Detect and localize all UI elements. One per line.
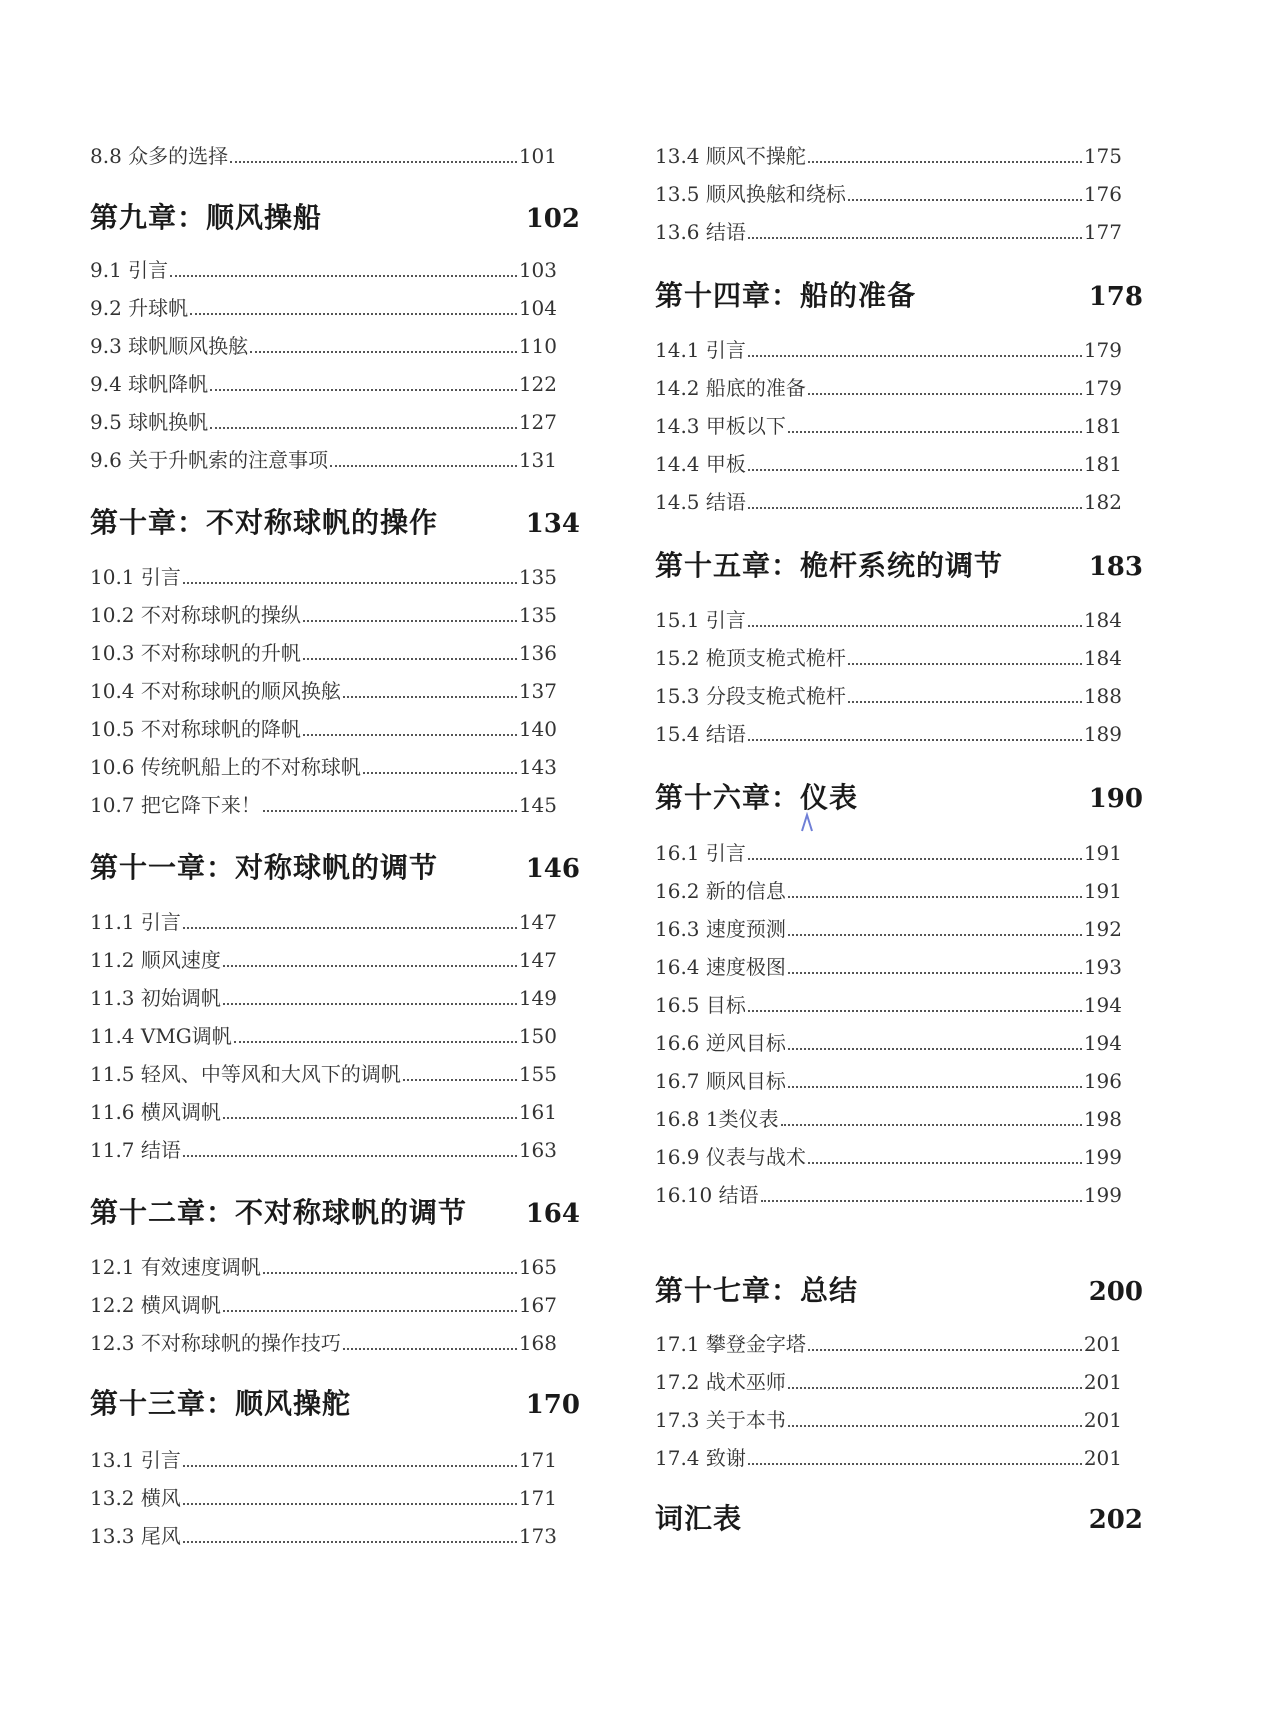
toc-chapter-heading (90, 201, 580, 236)
chapter-page-number: 183 (1088, 552, 1143, 582)
toc-entry-page-number: 184 (1083, 646, 1122, 670)
toc-entry-label: 10.5 不对称球帆的降帆 (90, 717, 301, 741)
dot-leader (263, 809, 517, 812)
toc-entry-page-number: 150 (518, 1024, 557, 1048)
toc-entry-page-number: 201 (1083, 1408, 1122, 1432)
dot-leader (848, 198, 1082, 201)
chapter-title: 第十三章：顺风操舵 (90, 1387, 352, 1420)
toc-entry-label: 11.6 横风调帆 (90, 1100, 221, 1124)
chapter-title: 第十五章：桅杆系统的调节 (655, 549, 1004, 582)
dot-leader (808, 1161, 1082, 1164)
toc-entry (90, 410, 557, 434)
toc-entry (655, 955, 1122, 979)
dot-leader (848, 700, 1082, 703)
toc-entry-label: 11.5 轻风、中等风和大风下的调帆 (90, 1062, 401, 1086)
toc-entry (655, 1332, 1122, 1356)
dot-leader (303, 619, 517, 622)
toc-entry-label: 15.3 分段支桅式桅杆 (655, 684, 846, 708)
toc-entry-page-number: 189 (1083, 722, 1122, 746)
toc-entry (655, 376, 1122, 400)
dot-leader (808, 160, 1082, 163)
toc-entry-page-number: 171 (518, 1448, 557, 1472)
toc-entry-label: 16.7 顺风目标 (655, 1069, 786, 1093)
toc-entry (90, 1255, 557, 1279)
toc-entry-label: 9.6 关于升帆索的注意事项 (90, 448, 329, 472)
toc-entry-page-number: 135 (518, 565, 557, 589)
chapter-title: 第十七章：总结 (655, 1274, 859, 1307)
toc-entry-label: 13.5 顺风换舷和绕标 (655, 182, 846, 206)
toc-entry-label: 14.5 结语 (655, 490, 746, 514)
dot-leader (223, 964, 517, 967)
toc-entry-page-number: 191 (1083, 879, 1122, 903)
toc-entry-page-number: 104 (518, 296, 557, 320)
toc-entry-page-number: 179 (1083, 376, 1122, 400)
toc-entry-label: 16.1 引言 (655, 841, 746, 865)
toc-entry-page-number: 147 (518, 948, 557, 972)
toc-entry (90, 641, 557, 665)
toc-chapter-heading (655, 549, 1143, 584)
dot-leader (223, 1116, 517, 1119)
toc-entry-page-number: 163 (518, 1138, 557, 1162)
dot-leader (210, 426, 517, 429)
toc-entry-label: 14.4 甲板 (655, 452, 746, 476)
toc-chapter-heading (90, 506, 580, 541)
toc-entry (90, 755, 557, 779)
toc-chapter-heading (655, 279, 1143, 314)
toc-chapter-heading (90, 851, 580, 886)
toc-chapter-heading (90, 1387, 580, 1422)
dot-leader (223, 1309, 517, 1312)
toc-entry-page-number: 131 (518, 448, 557, 472)
toc-entry-label: 9.4 球帆降帆 (90, 372, 209, 396)
toc-entry (90, 1331, 557, 1355)
toc-entry-page-number: 192 (1083, 917, 1122, 941)
toc-entry-page-number: 181 (1083, 452, 1122, 476)
toc-entry (90, 1448, 557, 1472)
toc-entry-label: 16.8 1类仪表 (655, 1107, 779, 1131)
chapter-title: 第十一章：对称球帆的调节 (90, 851, 439, 884)
toc-entry-page-number: 194 (1083, 1031, 1122, 1055)
toc-entry (90, 679, 557, 703)
toc-entry-label: 14.2 船底的准备 (655, 376, 806, 400)
toc-entry-page-number: 110 (518, 334, 557, 358)
toc-entry (655, 1408, 1122, 1432)
toc-entry (655, 879, 1122, 903)
toc-entry-page-number: 173 (518, 1524, 557, 1548)
toc-entry-page-number: 143 (518, 755, 557, 779)
chapter-page-number: 200 (1088, 1277, 1143, 1307)
toc-entry-label: 9.3 球帆顺风换舷 (90, 334, 249, 358)
dot-leader (808, 392, 1082, 395)
toc-entry (90, 1293, 557, 1317)
toc-entry (90, 1486, 557, 1510)
toc-entry-page-number: 199 (1083, 1183, 1122, 1207)
toc-entry-label: 16.2 新的信息 (655, 879, 786, 903)
toc-entry-page-number: 188 (1083, 684, 1122, 708)
toc-entry-label: 11.1 引言 (90, 910, 181, 934)
toc-entry (655, 1183, 1122, 1207)
toc-entry-page-number: 175 (1083, 144, 1122, 168)
toc-entry-page-number: 168 (518, 1331, 557, 1355)
chapter-title: 词汇表 (655, 1502, 743, 1535)
toc-entry (90, 565, 557, 589)
toc-entry (90, 1100, 557, 1124)
toc-entry-page-number: 149 (518, 986, 557, 1010)
toc-entry (655, 220, 1122, 244)
dot-leader (210, 388, 517, 391)
chapter-page-number: 146 (525, 854, 580, 884)
dot-leader (403, 1078, 517, 1081)
toc-entry (655, 182, 1122, 206)
dot-leader (183, 1502, 517, 1505)
toc-entry-page-number: 140 (518, 717, 557, 741)
toc-entry-label: 10.2 不对称球帆的操纵 (90, 603, 301, 627)
toc-entry-label: 13.2 横风 (90, 1486, 181, 1510)
toc-entry-label: 11.2 顺风速度 (90, 948, 221, 972)
toc-entry-label: 11.7 结语 (90, 1138, 181, 1162)
dot-leader (808, 1348, 1082, 1351)
toc-entry (90, 258, 557, 282)
dot-leader (330, 464, 517, 467)
dot-leader (748, 857, 1082, 860)
chapter-page-number: 134 (525, 509, 580, 539)
toc-entry-page-number: 145 (518, 793, 557, 817)
toc-entry (655, 684, 1122, 708)
toc-entry (90, 948, 557, 972)
toc-entry-label: 16.3 速度预测 (655, 917, 786, 941)
toc-chapter-heading (655, 1502, 1143, 1537)
dot-leader (183, 1540, 517, 1543)
toc-entry (655, 608, 1122, 632)
toc-entry (655, 841, 1122, 865)
toc-entry-label: 10.7 把它降下来！ (90, 793, 261, 817)
chapter-page-number: 170 (525, 1390, 580, 1420)
toc-entry (655, 1145, 1122, 1169)
toc-entry-page-number: 201 (1083, 1332, 1122, 1356)
toc-entry-label: 12.1 有效速度调帆 (90, 1255, 261, 1279)
dot-leader (748, 236, 1082, 239)
dot-leader (788, 1085, 1082, 1088)
toc-entry-page-number: 198 (1083, 1107, 1122, 1131)
toc-entry-label: 15.2 桅顶支桅式桅杆 (655, 646, 846, 670)
dot-leader (788, 895, 1082, 898)
dot-leader (748, 738, 1082, 741)
toc-entry-label: 15.1 引言 (655, 608, 746, 632)
toc-entry (90, 603, 557, 627)
toc-entry (655, 722, 1122, 746)
text-cursor-caret-icon (800, 812, 814, 832)
chapter-title: 第十六章：仪表 (655, 781, 859, 814)
dot-leader (748, 506, 1082, 509)
chapter-page-number: 202 (1088, 1505, 1143, 1535)
dot-leader (170, 274, 517, 277)
toc-entry-label: 13.1 引言 (90, 1448, 181, 1472)
toc-chapter-heading (655, 1274, 1143, 1309)
toc-entry (90, 296, 557, 320)
toc-entry-page-number: 193 (1083, 955, 1122, 979)
toc-entry-label: 11.4 VMG调帆 (90, 1024, 232, 1048)
toc-entry-label: 16.9 仪表与战术 (655, 1145, 806, 1169)
toc-entry (655, 1107, 1122, 1131)
chapter-title: 第十章：不对称球帆的操作 (90, 506, 439, 539)
toc-entry-label: 13.3 尾风 (90, 1524, 181, 1548)
toc-entry-label: 15.4 结语 (655, 722, 746, 746)
toc-entry-page-number: 191 (1083, 841, 1122, 865)
toc-entry-label: 12.3 不对称球帆的操作技巧 (90, 1331, 341, 1355)
toc-entry-page-number: 196 (1083, 1069, 1122, 1093)
toc-entry-label: 17.2 战术巫师 (655, 1370, 786, 1394)
toc-entry-label: 10.3 不对称球帆的升帆 (90, 641, 301, 665)
toc-entry-page-number: 161 (518, 1100, 557, 1124)
toc-entry-page-number: 182 (1083, 490, 1122, 514)
toc-entry-page-number: 147 (518, 910, 557, 934)
toc-entry-page-number: 177 (1083, 220, 1122, 244)
toc-entry-page-number: 181 (1083, 414, 1122, 438)
toc-entry-page-number: 176 (1083, 182, 1122, 206)
toc-entry-page-number: 155 (518, 1062, 557, 1086)
toc-entry-page-number: 137 (518, 679, 557, 703)
chapter-page-number: 190 (1088, 784, 1143, 814)
toc-entry-page-number: 201 (1083, 1446, 1122, 1470)
toc-entry-label: 10.4 不对称球帆的顺风换舷 (90, 679, 341, 703)
toc-entry-label: 16.4 速度极图 (655, 955, 786, 979)
dot-leader (781, 1123, 1082, 1126)
toc-entry-page-number: 167 (518, 1293, 557, 1317)
toc-entry-label: 14.3 甲板以下 (655, 414, 786, 438)
toc-entry (90, 334, 557, 358)
dot-leader (183, 1464, 517, 1467)
toc-entry (90, 910, 557, 934)
toc-entry-page-number: 165 (518, 1255, 557, 1279)
toc-entry-page-number: 127 (518, 410, 557, 434)
toc-chapter-heading (655, 781, 1143, 816)
toc-entry-label: 12.2 横风调帆 (90, 1293, 221, 1317)
dot-leader (234, 1040, 517, 1043)
dot-leader (748, 624, 1082, 627)
dot-leader (183, 1154, 517, 1157)
toc-entry (90, 1138, 557, 1162)
dot-leader (263, 1271, 517, 1274)
dot-leader (748, 468, 1082, 471)
toc-entry (90, 986, 557, 1010)
toc-entry-label: 11.3 初始调帆 (90, 986, 221, 1010)
toc-entry-label: 9.5 球帆换帆 (90, 410, 209, 434)
dot-leader (748, 1009, 1082, 1012)
dot-leader (788, 971, 1082, 974)
dot-leader (748, 1462, 1082, 1465)
dot-leader (761, 1199, 1082, 1202)
toc-entry (655, 144, 1122, 168)
toc-entry (655, 1370, 1122, 1394)
dot-leader (788, 1424, 1082, 1427)
dot-leader (303, 733, 517, 736)
toc-entry-label: 10.6 传统帆船上的不对称球帆 (90, 755, 361, 779)
dot-leader (788, 933, 1082, 936)
toc-entry (655, 490, 1122, 514)
toc-entry-page-number: 103 (518, 258, 557, 282)
toc-entry (655, 1446, 1122, 1470)
dot-leader (223, 1002, 517, 1005)
dot-leader (848, 662, 1082, 665)
toc-entry-page-number: 179 (1083, 338, 1122, 362)
toc-entry (90, 793, 557, 817)
dot-leader (343, 695, 517, 698)
chapter-title: 第十二章：不对称球帆的调节 (90, 1196, 468, 1229)
toc-entry (90, 1524, 557, 1548)
dot-leader (343, 1347, 517, 1350)
toc-entry-label: 9.2 升球帆 (90, 296, 189, 320)
toc-entry-label: 16.6 逆风目标 (655, 1031, 786, 1055)
toc-entry-label: 14.1 引言 (655, 338, 746, 362)
dot-leader (183, 926, 517, 929)
toc-entry-label: 17.4 致谢 (655, 1446, 746, 1470)
toc-entry-page-number: 184 (1083, 608, 1122, 632)
toc-entry-label: 13.6 结语 (655, 220, 746, 244)
toc-entry (90, 448, 557, 472)
toc-entry (655, 1031, 1122, 1055)
dot-leader (788, 1386, 1082, 1389)
chapter-page-number: 164 (525, 1199, 580, 1229)
chapter-page-number: 178 (1088, 282, 1143, 312)
toc-entry-page-number: 201 (1083, 1370, 1122, 1394)
dot-leader (303, 657, 517, 660)
toc-chapter-heading (90, 1196, 580, 1231)
toc-entry-label: 17.1 攀登金字塔 (655, 1332, 806, 1356)
toc-entry-page-number: 135 (518, 603, 557, 627)
chapter-title: 第九章：顺风操船 (90, 201, 323, 234)
dot-leader (190, 312, 517, 315)
toc-entry-page-number: 101 (518, 144, 557, 168)
toc-entry (655, 993, 1122, 1017)
dot-leader (788, 430, 1082, 433)
toc-entry (655, 1069, 1122, 1093)
toc-entry-label: 17.3 关于本书 (655, 1408, 786, 1432)
toc-entry-label: 16.5 目标 (655, 993, 746, 1017)
toc-entry-page-number: 171 (518, 1486, 557, 1510)
dot-leader (363, 771, 517, 774)
toc-entry (90, 372, 557, 396)
toc-entry-label: 9.1 引言 (90, 258, 169, 282)
dot-leader (183, 581, 517, 584)
toc-entry-page-number: 199 (1083, 1145, 1122, 1169)
chapter-title: 第十四章：船的准备 (655, 279, 917, 312)
dot-leader (230, 160, 517, 163)
toc-entry (655, 414, 1122, 438)
toc-entry-label: 8.8 众多的选择 (90, 144, 229, 168)
dot-leader (788, 1047, 1082, 1050)
toc-entry (655, 338, 1122, 362)
toc-entry (90, 1024, 557, 1048)
toc-entry (90, 1062, 557, 1086)
toc-entry (655, 917, 1122, 941)
dot-leader (748, 354, 1082, 357)
chapter-page-number: 102 (525, 204, 580, 234)
toc-entry-label: 13.4 顺风不操舵 (655, 144, 806, 168)
toc-entry-page-number: 194 (1083, 993, 1122, 1017)
toc-entry-label: 10.1 引言 (90, 565, 181, 589)
toc-entry-label: 16.10 结语 (655, 1183, 759, 1207)
toc-entry-page-number: 122 (518, 372, 557, 396)
toc-entry (655, 452, 1122, 476)
toc-entry (90, 144, 557, 168)
toc-entry (90, 717, 557, 741)
dot-leader (250, 350, 517, 353)
toc-entry (655, 646, 1122, 670)
toc-entry-page-number: 136 (518, 641, 557, 665)
